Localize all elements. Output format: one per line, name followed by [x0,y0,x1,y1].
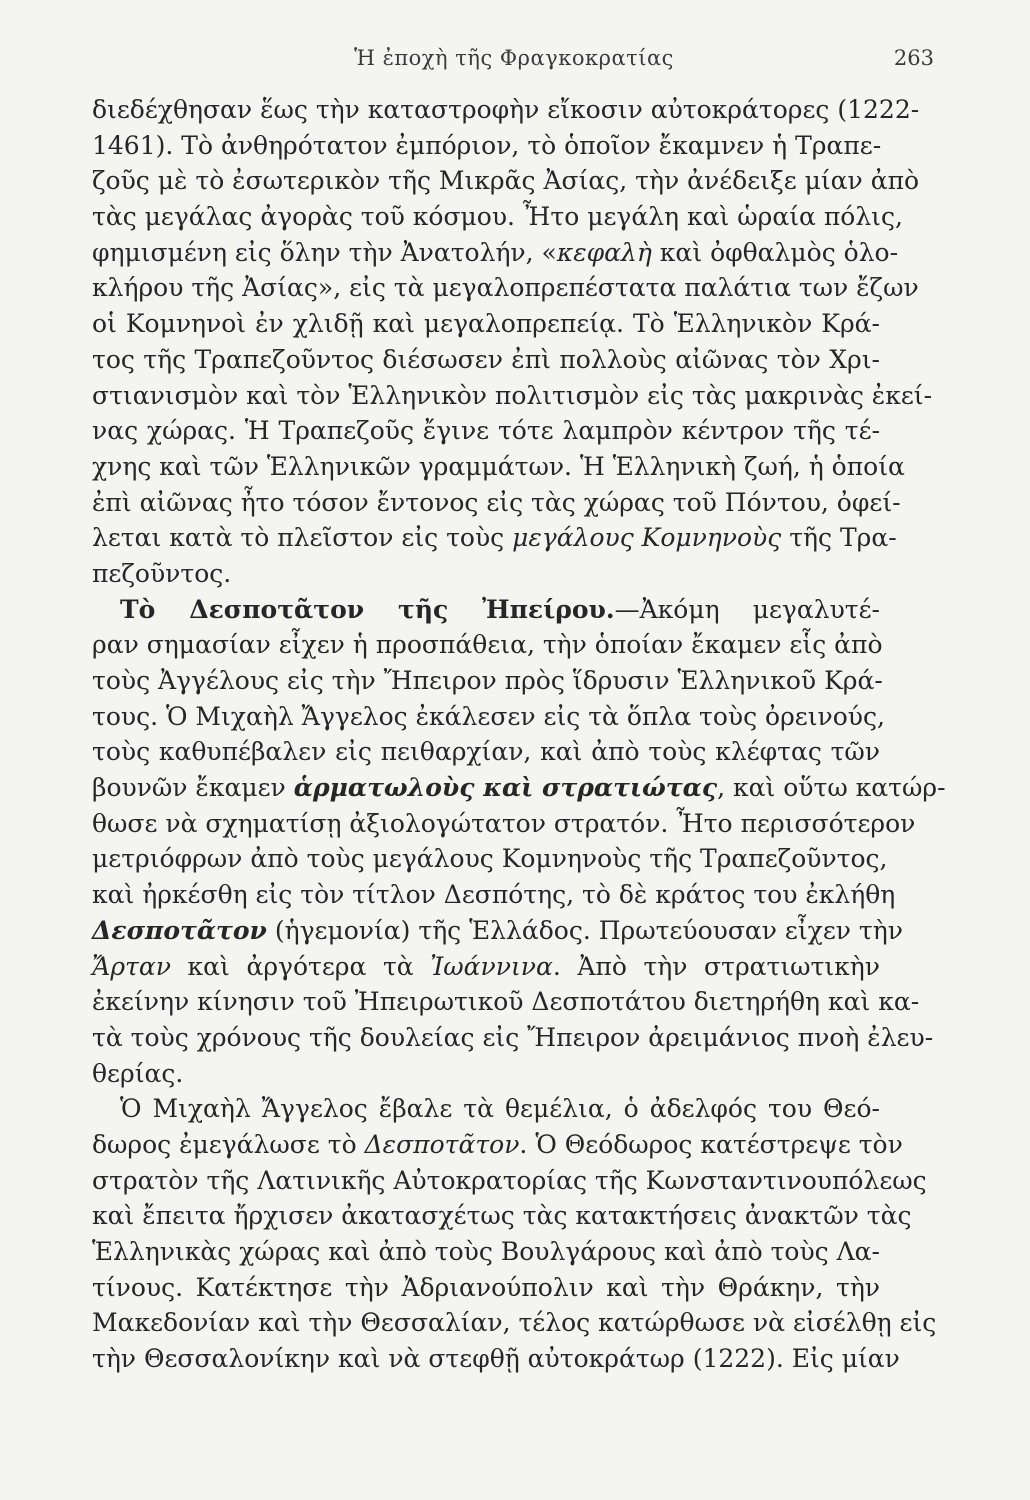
text-run: Ἑλληνικὰς χώρας καὶ ἀπὸ τοὺς Βουλγάρους καὶ ἀπὸ τοὺς Λα- [92,1237,880,1266]
emphasis: μεγάλους Κομνηνοὺς [512,523,782,553]
text-line [92,92,920,128]
text-line [92,342,880,378]
text-run: τῆς Τρα- [781,523,897,553]
emphasis: Δεσποτᾶτον [92,915,267,945]
text-run: χνης καὶ τῶν Ἑλληνικῶν γραμμάτων. Ἡ Ἑλληνικὴ ζωή, ἡ ὁποία [92,451,905,481]
text-run: λεται κατὰ τὸ πλεῖστον εἰς τοὺς [92,523,513,553]
text-run: ζοῦς μὲ τὸ ἐσωτερικὸν τῆς Μικρᾶς Ἀσίας, τὴν ἀνέδειξε μίαν ἀπὸ [92,166,920,196]
text-run: κλήρου τῆς Ἀσίας», εἰς τὰ μεγαλοπρεπέστατα παλάτια των ἔζων [92,273,919,303]
text-line [92,270,919,306]
text-run: καὶ ἀργότερα τὰ [170,951,431,981]
text-run: στιανισμὸν καὶ τὸν Ἑλληνικὸν πολιτισμὸν εἰς τὰς μακρινὰς ἐκεί- [92,380,933,410]
text-run: νας χώρας. Ἡ Τραπεζοῦς ἔγινε τότε λαμπρὸν κέντρον τῆς τέ- [92,416,880,446]
text-line [92,1341,900,1377]
text-run: τὰς μεγάλας ἀγορὰς τοῦ κόσμου. Ἦτο μεγάλη καὶ ὡραία πόλις, [92,202,903,232]
text-line [92,1056,880,1092]
text-run: (ἡγεμονία) τῆς Ἑλλάδος. Πρωτεύουσαν εἶχεν τὴν [266,915,903,945]
text-line [92,1305,937,1341]
text-line [92,592,880,628]
text-line [92,699,885,735]
text-run: τοὺς καθυπέβαλεν εἰς πειθαρχίαν, καὶ ἀπὸ τοὺς κλέφτας τῶν [92,737,880,767]
text-line [92,235,899,271]
text-run: στρατὸν τῆς Λατινικῆς Αὐτοκρατορίας τῆς Κωνσταντινουπόλεως [92,1165,927,1195]
page-number: 263 [893,46,934,70]
emphasis: κεφαλὴ [556,237,652,267]
text-line [92,877,896,913]
text-run: θερίας. [92,1058,184,1088]
text-line [92,1270,880,1306]
text-run: καὶ ἠρκέσθη εἰς τὸν τίτλον Δεσπότης, τὸ δὲ κράτος του ἐκλήθη [92,880,896,910]
text-run: . Ὁ Θεόδωρος κατέστρεψε τὸν [519,1129,903,1159]
text-line [92,485,901,521]
text-run: μετριόφρων ἀπὸ τοὺς μεγάλους Κομνηνοὺς τῆς Τραπεζοῦντος, [92,844,888,874]
text-run: —Ἀκόμη μεγαλυτέ- [614,594,880,624]
text-line [92,984,920,1020]
text-run: , καὶ οὕτω κατώρ- [717,773,946,803]
body-text [92,92,946,1377]
text-line [92,806,916,842]
text-line [92,949,880,985]
text-line [92,841,888,877]
text-run: 1461). Τὸ ἀνθηρότατον ἐμπόριον, τὸ ὁποῖον ἔκαμνεν ἡ Τραπε- [92,130,882,160]
text-line [92,913,903,949]
text-line [92,1234,880,1270]
text-run: τίνους. Κατέκτησε τὴν Ἀδριανούπολιν καὶ τὴν Θράκην, τὴν [92,1272,880,1302]
text-line [92,627,883,663]
text-line [92,520,897,556]
text-line [92,163,920,199]
text-line [92,306,880,342]
text-run: βουνῶν ἔκαμεν [92,773,294,803]
text-line [92,770,946,806]
text-run: ἐκείνην κίνησιν τοῦ Ἠπειρωτικοῦ Δεσποτάτου διετηρήθη καὶ κα- [92,987,920,1017]
text-line [92,1020,934,1056]
text-run: καὶ ἔπειτα ἤρχισεν ἀκατασχέτως τὰς κατακτήσεις ἀνακτῶν τὰς [92,1201,912,1231]
running-title: Ἡ ἐποχὴ τῆς Φραγκοκρατίας [354,46,674,70]
text-run: οἱ Κομνηνοὶ ἐν χλιδῇ καὶ μεγαλοπρεπείᾳ. Τὸ Ἑλληνικὸν Κρά- [92,309,880,339]
text-run: Μακεδονίαν καὶ τὴν Θεσσαλίαν, τέλος κατώρθωσε νὰ εἰσέλθῃ εἰς [92,1308,937,1338]
text-line [92,1198,912,1234]
text-run: ἐπὶ αἰῶνας ἦτο τόσον ἔντονος εἰς τὰς χώρας τοῦ Πόντου, ὀφεί- [92,487,901,517]
text-run: θωσε νὰ σχηματίσῃ ἀξιολογώτατον στρατόν. Ἦτο περισσότερον [92,808,916,838]
text-line [92,556,880,592]
text-run: . Ἀπὸ τὴν στρατιωτικὴν [552,951,880,981]
text-run: τὴν Θεσσαλονίκην καὶ νὰ στεφθῇ αὐτοκράτωρ (1222). Εἰς μίαν [92,1344,900,1374]
text-run: καὶ ὀφθαλμὸς ὁλο- [651,237,899,267]
text-line [92,1127,903,1163]
text-run: πεζοῦντος. [92,558,232,588]
text-run: δωρος ἐμεγάλωσε τὸ [92,1129,365,1159]
text-line [92,128,880,164]
emphasis: Ἰωάννινα [430,951,553,981]
text-run: τοὺς Ἀγγέλους εἰς τὴν Ἤπειρον πρὸς ἵδρυσιν Ἑλληνικοῦ Κρά- [92,666,883,695]
text-run: φημισμένη εἰς ὅλην τὴν Ἀνατολήν, « [92,237,557,267]
text-line [92,199,903,235]
text-run: Ὁ Μιχαὴλ Ἄγγελος ἔβαλε τὰ θεμέλια, ὁ ἀδελφός του Θεό- [120,1094,880,1124]
emphasis: ἁρματωλοὺς καὶ στρατιώτας [293,773,718,803]
text-line [92,413,880,449]
page-header [94,40,934,76]
emphasis: Ἄρταν [92,951,171,981]
emphasis: Δεσποτᾶτον [364,1129,520,1159]
text-line [92,1163,927,1199]
text-line [92,378,933,414]
text-run: τους. Ὁ Μιχαὴλ Ἄγγελος ἐκάλεσεν εἰς τὰ ὅπλα τοὺς ὀρεινούς, [92,701,885,731]
text-line [92,1091,880,1127]
text-run: τὰ τοὺς χρόνους τῆς δουλείας εἰς Ἤπειρον ἀρειμάνιος πνοὴ ἐλευ- [92,1022,934,1052]
text-run: ραν σημασίαν εἶχεν ἡ προσπάθεια, τὴν ὁποίαν ἔκαμεν εἷς ἀπὸ [92,630,883,660]
text-run: τος τῆς Τραπεζοῦντος διέσωσεν ἐπὶ πολλοὺς αἰῶνας τὸν Χρι- [92,344,880,374]
text-run: διεδέχθησαν ἕως τὴν καταστροφὴν εἴκοσιν αὐτοκράτορες (1222- [92,95,920,124]
text-line [92,734,880,770]
text-line [92,449,905,485]
section-heading: Τὸ Δεσποτᾶτον τῆς Ἠπείρου. [120,594,615,624]
text-line [92,663,883,699]
